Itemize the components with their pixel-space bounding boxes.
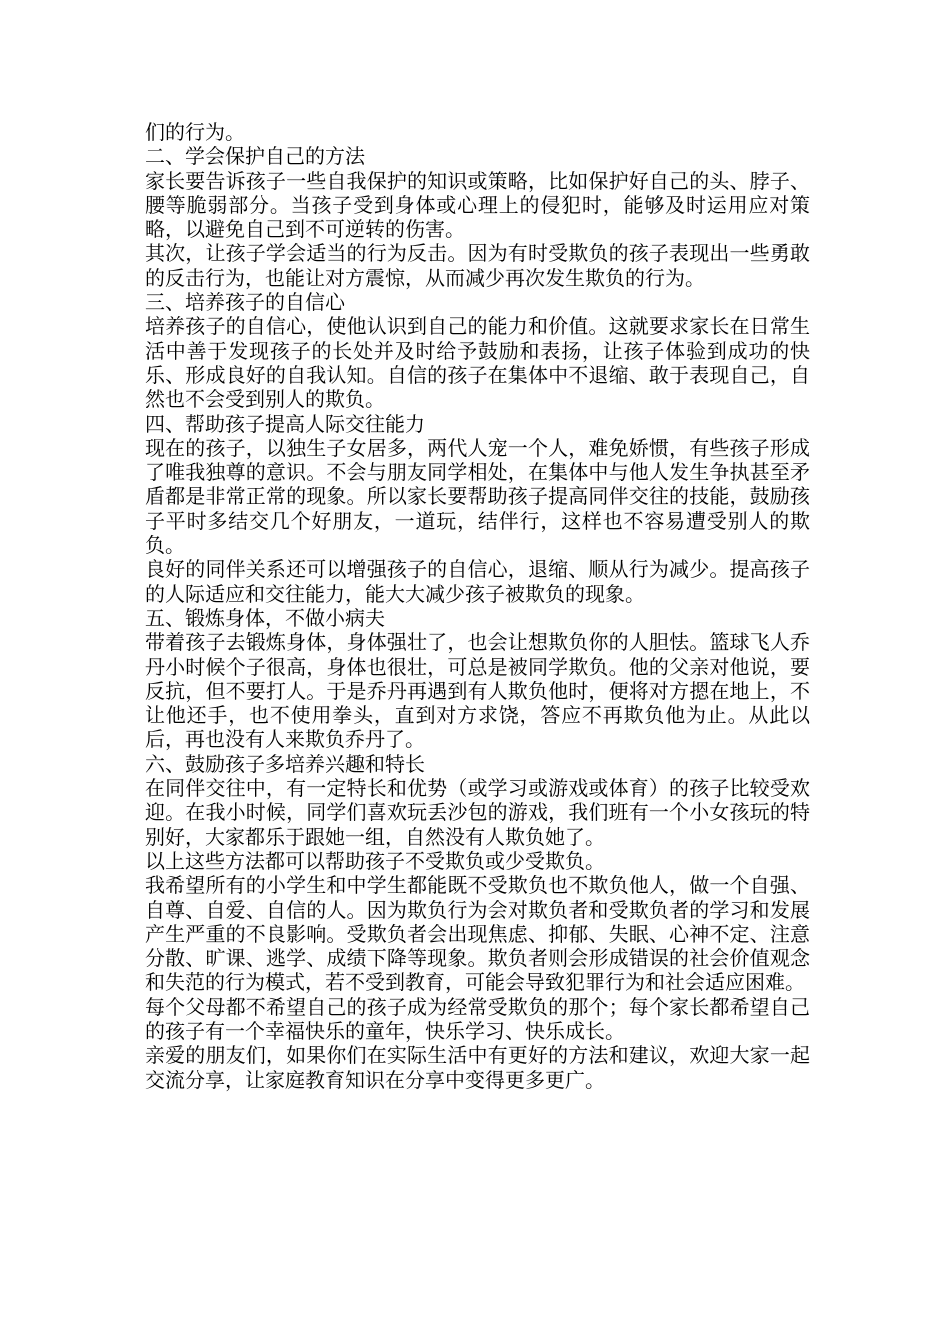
paragraph: 们的行为。	[145, 120, 245, 144]
paragraph: 以上这些方法都可以帮助孩子不受欺负或少受欺负。	[145, 848, 605, 873]
paragraph: 良好的同伴关系还可以增强孩子的自信心，退缩、顺从行为减少。提高孩子的人际适应和交往能力，能大大减少孩子被欺负的现象。	[145, 557, 810, 606]
section-heading-3: 三、培养孩子的自信心	[145, 290, 345, 315]
section-heading-4: 四、帮助孩子提高人际交往能力	[145, 411, 425, 436]
paragraph: 在同伴交往中，有一定特长和优势（或学习或游戏或体育）的孩子比较受欢迎。在我小时候，同学们喜欢玩丢沙包的游戏，我们班有一个小女孩玩的特别好，大家都乐于跟她一组，自然没有人欺负她了。	[145, 776, 810, 849]
paragraph: 其次，让孩子学会适当的行为反击。因为有时受欺负的孩子表现出一些勇敢的反击行为，也能让对方震惊，从而减少再次发生欺负的行为。	[145, 241, 810, 290]
paragraph: 亲爱的朋友们，如果你们在实际生活中有更好的方法和建议，欢迎大家一起交流分享，让家庭教育知识在分享中变得更多更广。	[145, 1043, 810, 1092]
section-heading-2: 二、学会保护自己的方法	[145, 144, 365, 169]
paragraph: 培养孩子的自信心，使他认识到自己的能力和价值。这就要求家长在日常生活中善于发现孩子的长处并及时给予鼓励和表扬，让孩子体验到成功的快乐、形成良好的自我认知。自信的孩子在集体中不退缩、敢于表现自己，自然也不会受到别人的欺负。	[145, 314, 810, 412]
paragraph: 每个父母都不希望自己的孩子成为经常受欺负的那个；每个家长都希望自己的孩子有一个幸福快乐的童年，快乐学习、快乐成长。	[145, 994, 810, 1043]
section-heading-6: 六、鼓励孩子多培养兴趣和特长	[145, 751, 425, 776]
paragraph: 现在的孩子，以独生子女居多，两代人宠一个人，难免娇惯，有些孩子形成了唯我独尊的意识。不会与朋友同学相处，在集体中与他人发生争执甚至矛盾都是非常正常的现象。所以家长要帮助孩子提高同伴交往的技能，鼓励孩子平时多结交几个好朋友，一道玩，结伴行，这样也不容易遭受别人的欺负。	[145, 435, 810, 558]
paragraph: 带着孩子去锻炼身体，身体强壮了，也会让想欺负你的人胆怯。篮球飞人乔丹小时候个子很高，身体也很壮，可总是被同学欺负。他的父亲对他说，要反抗，但不要打人。于是乔丹再遇到有人欺负他时，便将对方摁在地上，不让他还手，也不使用拳头，直到对方求饶，答应不再欺负他为止。从此以后，再也没有人来欺负乔丹了。	[145, 630, 810, 752]
document-page	[145, 120, 810, 1092]
paragraph: 家长要告诉孩子一些自我保护的知识或策略，比如保护好自己的头、脖子、腰等脆弱部分。当孩子受到身体或心理上的侵犯时，能够及时运用应对策略，以避免自己到不可逆转的伤害。	[145, 168, 810, 242]
paragraph: 我希望所有的小学生和中学生都能既不受欺负也不欺负他人，做一个自强、自尊、自爱、自信的人。因为欺负行为会对欺负者和受欺负者的学习和发展产生严重的不良影响。受欺负者会出现焦虑、抑郁、失眠、心神不定、注意分散、旷课、逃学、成绩下降等现象。欺负者则会形成错误的社会价值观念和失范的行为模式，若不受到教育，可能会导致犯罪行为和社会适应困难。	[145, 873, 810, 995]
section-heading-5: 五、锻炼身体，不做小病夫	[145, 605, 385, 630]
